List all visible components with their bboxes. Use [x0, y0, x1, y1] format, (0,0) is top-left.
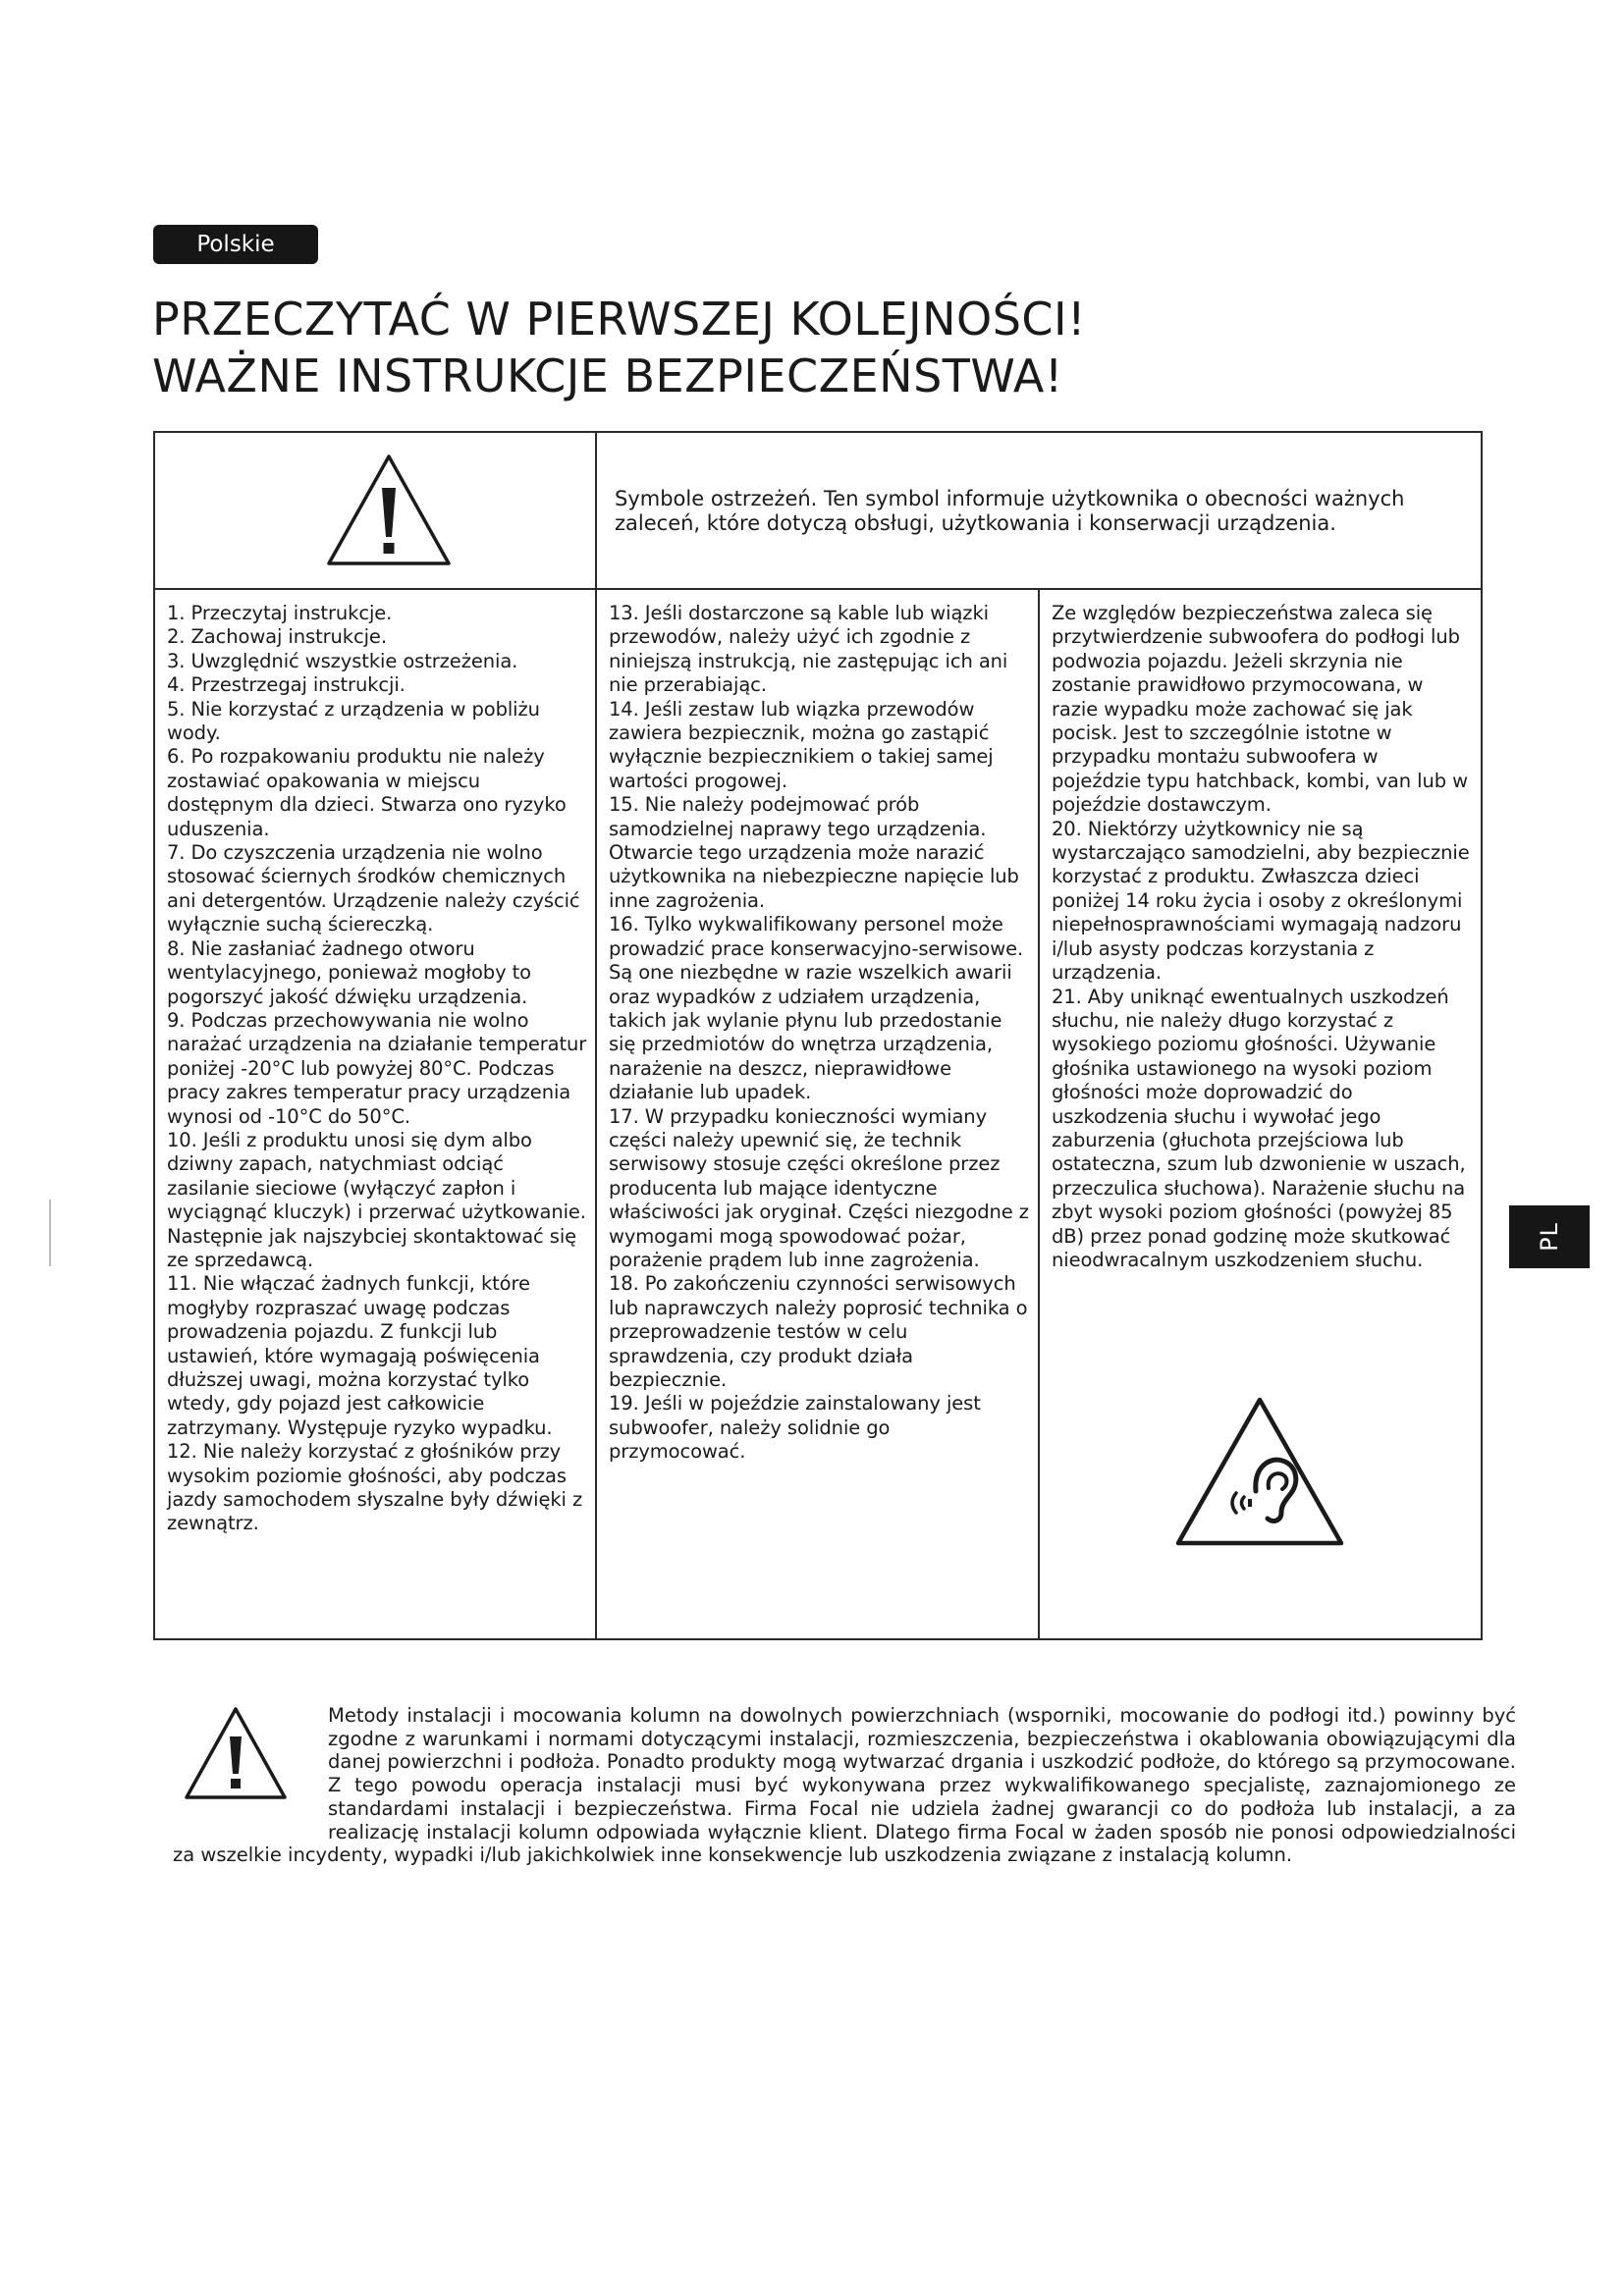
symbol-explanation: Symbole ostrzeżeń. Ten symbol informuje użytkownika o obecności ważnych zaleceń, które dotyczą obsługi, użytkowania i konserwacji urządzenia.: [615, 487, 1405, 535]
column-3-text: [1052, 602, 1473, 1272]
warning-symbol-cell: [155, 433, 597, 588]
instruction-item: 19. Jeśli w pojeździe zainstalowany jest subwoofer, należy solidnie go przymocować.: [609, 1392, 981, 1464]
instruction-item: 7. Do czyszczenia urządzenia nie wolno stosować ściernych środków chemicznych ani detergentów. Urządzenie należy czyścić wyłącznie suchą ściereczką.: [167, 841, 580, 936]
language-badge: Polskie: [153, 225, 318, 264]
page-title: [152, 291, 1086, 404]
instruction-item: 13. Jeśli dostarczone są kable lub wiązki przewodów, należy użyć ich zgodnie z niniejszą instrukcją, nie zastępując ich ani nie przerabiając.: [609, 602, 1008, 697]
instruction-item: 3. Uwzględnić wszystkie ostrzeżenia.: [167, 649, 518, 672]
instruction-item: 2. Zachowaj instrukcje.: [167, 625, 387, 649]
side-tab-label: PL: [1536, 1222, 1563, 1252]
title-line-2: WAŻNE INSTRUKCJE BEZPIECZEŃSTWA!: [152, 349, 1063, 402]
warning-triangle-icon: [325, 453, 453, 568]
instructions-column-3: [1040, 590, 1481, 1638]
margin-divider: [49, 1200, 51, 1266]
instruction-item: 6. Po rozpakowaniu produktu nie należy zostawiać opakowania w miejscu dostępnym dla dzieci. Stwarza ono ryzyko uduszenia.: [167, 745, 567, 840]
instruction-item: 20. Niektórzy użytkownicy nie są wystarczająco samodzielni, aby bezpiecznie korzystać z produktu. Zwłaszcza dzieci poniżej 14 roku życia i osoby z określonymi niepełnosprawnościami wymagają nadzoru i/lub asysty podczas korzystania z urządzenia.: [1052, 817, 1470, 985]
column-1-text: [167, 602, 587, 1536]
language-side-tab: [1509, 1205, 1590, 1268]
instruction-item: Ze względów bezpieczeństwa zaleca się przytwierdzenie subwoofera do podłogi lub podwozia pojazdu. Jeżeli skrzynia nie zostanie prawidłowo przymocowana, w razie wypadku może zachować się jak pocisk. Jest to szczególnie istotne w przypadku montażu subwoofera w pojeździe typu hatchback, kombi, van lub w pojeździe dostawczym.: [1052, 602, 1468, 817]
instructions-column-1: [155, 590, 597, 1638]
instruction-item: 16. Tylko wykwalifikowany personel może prowadzić prace konserwacyjno-serwisowe. Są one niezbędne w razie wszelkich awarii oraz wypadków z udziałem urządzenia, takich jak wylanie płynu lub przedostanie się przedmiotów do wnętrza urządzenia, narażenie na deszcz, nieprawidłowe działanie lub upadek.: [609, 913, 1024, 1104]
instructions-column-2: [597, 590, 1040, 1638]
hearing-damage-icon: [1173, 1395, 1346, 1548]
instruction-item: 14. Jeśli zestaw lub wiązka przewodów zawiera bezpiecznik, można go zastąpić wyłącznie bezpiecznikiem o takiej samej wartości progowej.: [609, 697, 994, 792]
instruction-item: 4. Przestrzegaj instrukcji.: [167, 673, 406, 697]
instruction-item: 15. Nie należy podejmować prób samodzielnej naprawy tego urządzenia. Otwarcie tego urządzenia może narazić użytkownika na niebezpieczne napięcie lub inne zagrożenia.: [609, 793, 1019, 912]
instruction-item: 18. Po zakończeniu czynności serwisowych lub naprawczych należy poprosić technika o przeprowadzenie testów w celu sprawdzenia, czy produkt działa bezpiecznie.: [609, 1272, 1028, 1391]
installation-note: [173, 1704, 1516, 1867]
instruction-item: 1. Przeczytaj instrukcje.: [167, 602, 393, 624]
table-header-row: [155, 433, 1481, 590]
instruction-item: 10. Jeśli z produktu unosi się dym albo dziwny zapach, natychmiast odciąć zasilanie sieciowe (wyłączyć zapłon i wyciągnąć kluczyk) i przerwać użytkowanie. Następnie jak najszybciej skontaktować się ze sprzedawcą.: [167, 1128, 586, 1271]
instruction-item: 12. Nie należy korzystać z głośników przy wysokim poziomie głośności, aby podczas jazdy samochodem słyszalne były dźwięki z zewnątrz.: [167, 1440, 583, 1535]
instruction-item: 8. Nie zasłaniać żadnego otworu wentylacyjnego, ponieważ mogłoby to pogorszyć jakość dźwięku urządzenia.: [167, 936, 531, 1008]
column-2-text: [609, 602, 1030, 1465]
instruction-item: 5. Nie korzystać z urządzenia w pobliżu wody.: [167, 697, 540, 745]
title-line-1: PRZECZYTAĆ W PIERWSZEJ KOLEJNOŚCI!: [152, 293, 1087, 346]
safety-instructions-table: [153, 431, 1483, 1640]
instruction-item: 21. Aby uniknąć ewentualnych uszkodzeń słuchu, nie należy długo korzystać z wysokiego poziomu głośności. Używanie głośnika ustawionego na wysoki poziom głośności może doprowadzić do uszkodzenia słuchu i wywołać jego zaburzenia (głuchota przejściowa lub ostateczna, szum lub dzwonienie w uszach, przeczulica słuchowa). Narażenie słuchu na zbyt wysoki poziom głośności (powyżej 85 dB) przez ponad godzinę może skutkować nieodwracalnym uszkodzeniem słuchu.: [1052, 985, 1466, 1271]
installation-note-text: Metody instalacji i mocowania kolumn na dowolnych powierzchniach (wsporniki, mocowanie do podłogi itd.) powinny być zgodne z warunkami i normami dotyczącymi instalacji, rozmieszczenia, bezpieczeństwa i okablowania obowiązującymi dla danej powierzchni i podłoża. Ponadto produkty mogą wytwarzać drgania i uszkodzić podłoże, do którego są przymocowane. Z tego powodu operacja instalacji musi być wykonywana przez wykwalifikowanego specjalistę, zaznajomionego ze standardami instalacji i bezpieczeństwa. Firma Focal nie udziela żadnej gwarancji co do podłoża lub instalacji, a za realizację instalacji kolumn odpowiada wyłącznie klient. Dlatego firma Focal w żaden sposób nie ponosi odpowiedzialności za wszelkie incydenty, wypadki i/lub jakichkolwiek inne konsekwencje lub uszkodzenia związane z instalacją kolumn.: [173, 1704, 1516, 1867]
instruction-item: 11. Nie włączać żadnych funkcji, które mogłyby rozpraszać uwagę podczas prowadzenia pojazdu. Z funkcji lub ustawień, które wymagają poświęcenia dłuższej uwagi, można korzystać tylko wtedy, gdy pojazd jest całkowicie zatrzymany. Występuje ryzyko wypadku.: [167, 1272, 553, 1439]
instruction-item: 9. Podczas przechowywania nie wolno narażać urządzenia na działanie temperatur poniżej -20°C lub powyżej 80°C. Podczas pracy zakres temperatur pracy urządzenia wynosi od -10°C do 50°C.: [167, 1008, 587, 1128]
instruction-item: 17. W przypadku konieczności wymiany części należy upewnić się, że technik serwisowy stosuje części określone przez producenta lub mające identyczne właściwości jak oryginał. Części niezgodne z wymogami mogą spowodować pożar, porażenie prądem lub inne zagrożenia.: [609, 1104, 1029, 1271]
